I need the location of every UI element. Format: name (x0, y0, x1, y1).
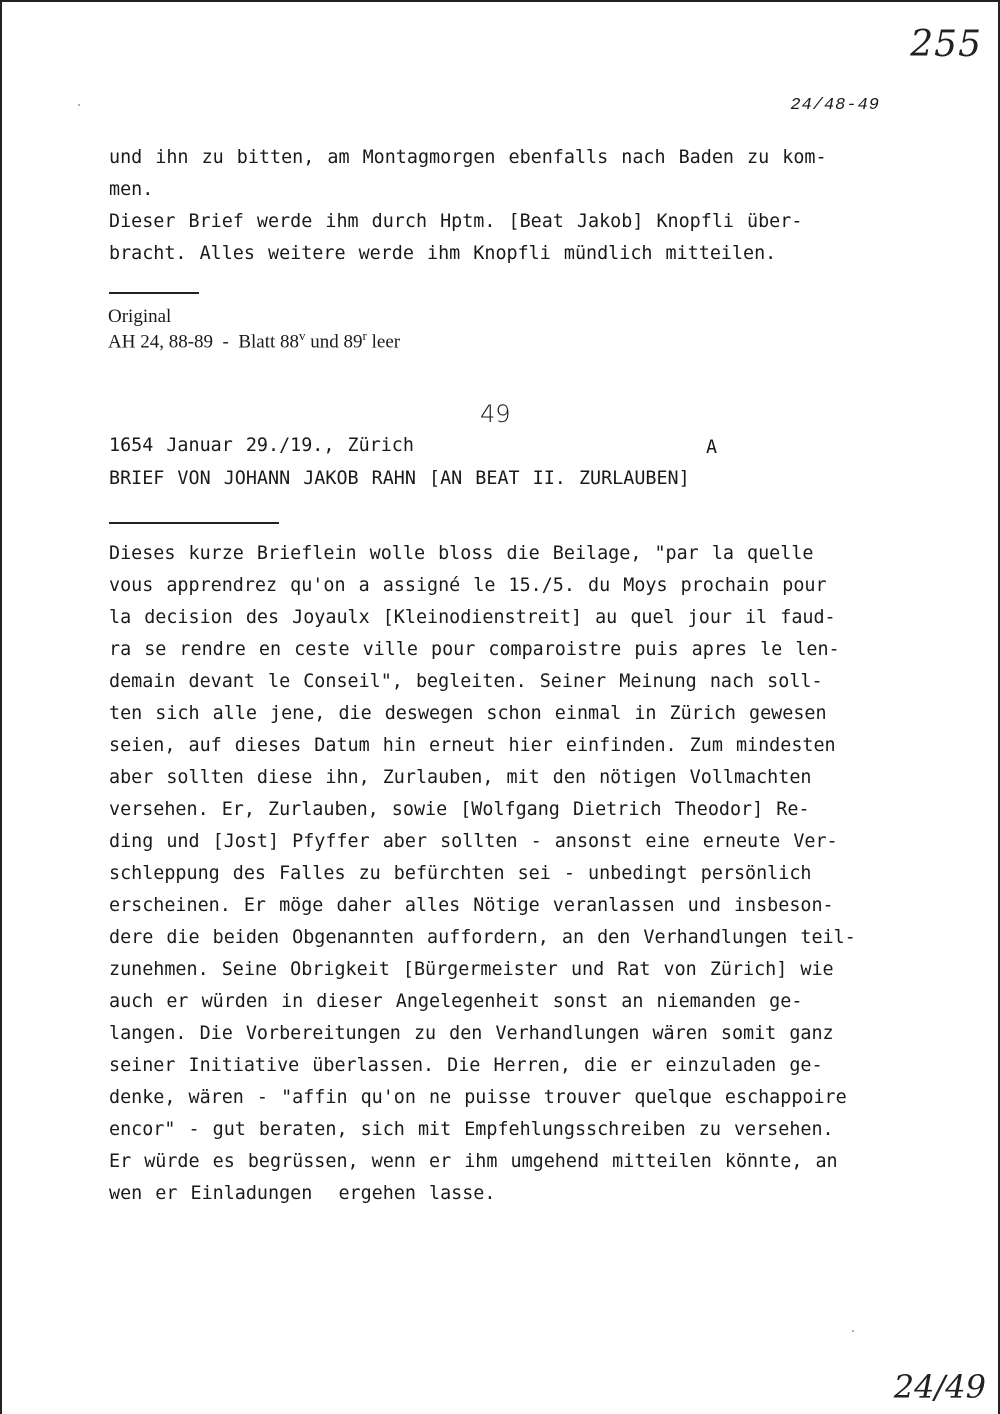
body-line: auch er würden in dieser Angelegenheit sonst an niemanden ge- (109, 991, 803, 1012)
body-line: langen. Die Vorbereitungen zu den Verhandlungen wären somit ganz (109, 1023, 834, 1044)
source-reference (108, 328, 400, 353)
handwritten-page-number: 255 (910, 24, 982, 65)
scan-speck (852, 1330, 854, 1332)
text-line: men. (109, 179, 154, 200)
body-line: encor" - gut beraten, sich mit Empfehlungsschreiben zu versehen. (109, 1119, 834, 1140)
scan-speck (78, 104, 80, 106)
body-line: seiner Initiative überlassen. Die Herren, die er einzuladen ge- (109, 1055, 823, 1076)
entry-title: BRIEF VON JOHANN JAKOB RAHN [AN BEAT II. ZURLAUBEN] (109, 468, 690, 489)
body-line: dere die beiden Obgenannten auffordern, an den Verhandlungen teil- (109, 927, 856, 948)
text-line: bracht. Alles weitere werde ihm Knopfli mündlich mitteilen. (109, 243, 777, 264)
entry-date-place: 1654 Januar 29./19., Zürich (109, 435, 414, 456)
separator-rule (109, 522, 279, 524)
scan-border-left (0, 0, 2, 1414)
body-line: zunehmen. Seine Obrigkeit [Bürgermeister und Rat von Zürich] wie (109, 959, 834, 980)
body-line: aber sollten diese ihn, Zurlauben, mit den nötigen Vollmachten (109, 767, 812, 788)
verso-mark: v (299, 328, 306, 343)
body-line: wen er Einladungen ergehen lasse. (109, 1183, 496, 1204)
body-line: Dieses kurze Brieflein wolle bloss die Beilage, "par la quelle (109, 543, 814, 564)
body-line: seien, auf dieses Datum hin erneut hier einfinden. Zum mindesten (109, 735, 836, 756)
body-line: ra se rendre en ceste ville pour comparoistre puis apres le len- (109, 639, 840, 660)
entry-number: 49 (480, 400, 511, 428)
text-line: Dieser Brief werde ihm durch Hptm. [Beat Jakob] Knopfli über- (109, 211, 803, 232)
handwritten-archive-number: 24/49 (893, 1368, 986, 1406)
recto-mark: r (362, 328, 367, 343)
scan-border-top (0, 0, 1000, 2)
body-line: vous apprendrez qu'on a assigné le 15./5. du Moys prochain pour (109, 575, 827, 596)
entry-letter: A (706, 437, 718, 458)
body-line: denke, wären - "affin qu'on ne puisse trouver quelque eschappoire (109, 1087, 847, 1108)
page-reference: 24/48-49 (790, 96, 880, 115)
body-line: la decision des Joyaulx [Kleinodienstreit] au quel jour il faud- (109, 607, 836, 628)
body-line: ding und [Jost] Pfyffer aber sollten - ansonst eine erneute Ver- (109, 831, 838, 852)
source-and: und 89 (305, 331, 363, 353)
source-folio: AH 24, 88-89 - Blatt 88 (108, 331, 300, 353)
text-line: und ihn zu bitten, am Montagmorgen ebenfalls nach Baden zu kom- (109, 147, 827, 168)
source-label: Original (108, 306, 172, 327)
body-line: versehen. Er, Zurlauben, sowie [Wolfgang Dietrich Theodor] Re- (109, 799, 810, 820)
body-line: schleppung des Falles zu befürchten sei - unbedingt persönlich (109, 863, 812, 884)
source-empty: leer (366, 331, 401, 353)
body-line: ten sich alle jene, die deswegen schon einmal in Zürich gewesen (109, 703, 827, 724)
body-line: erscheinen. Er möge daher alles Nötige veranlassen und insbeson- (109, 895, 834, 916)
body-line: Er würde es begrüssen, wenn er ihm umgehend mitteilen könnte, an (109, 1151, 838, 1172)
separator-rule (109, 292, 199, 294)
body-line: demain devant le Conseil", begleiten. Seiner Meinung nach soll- (109, 671, 823, 692)
